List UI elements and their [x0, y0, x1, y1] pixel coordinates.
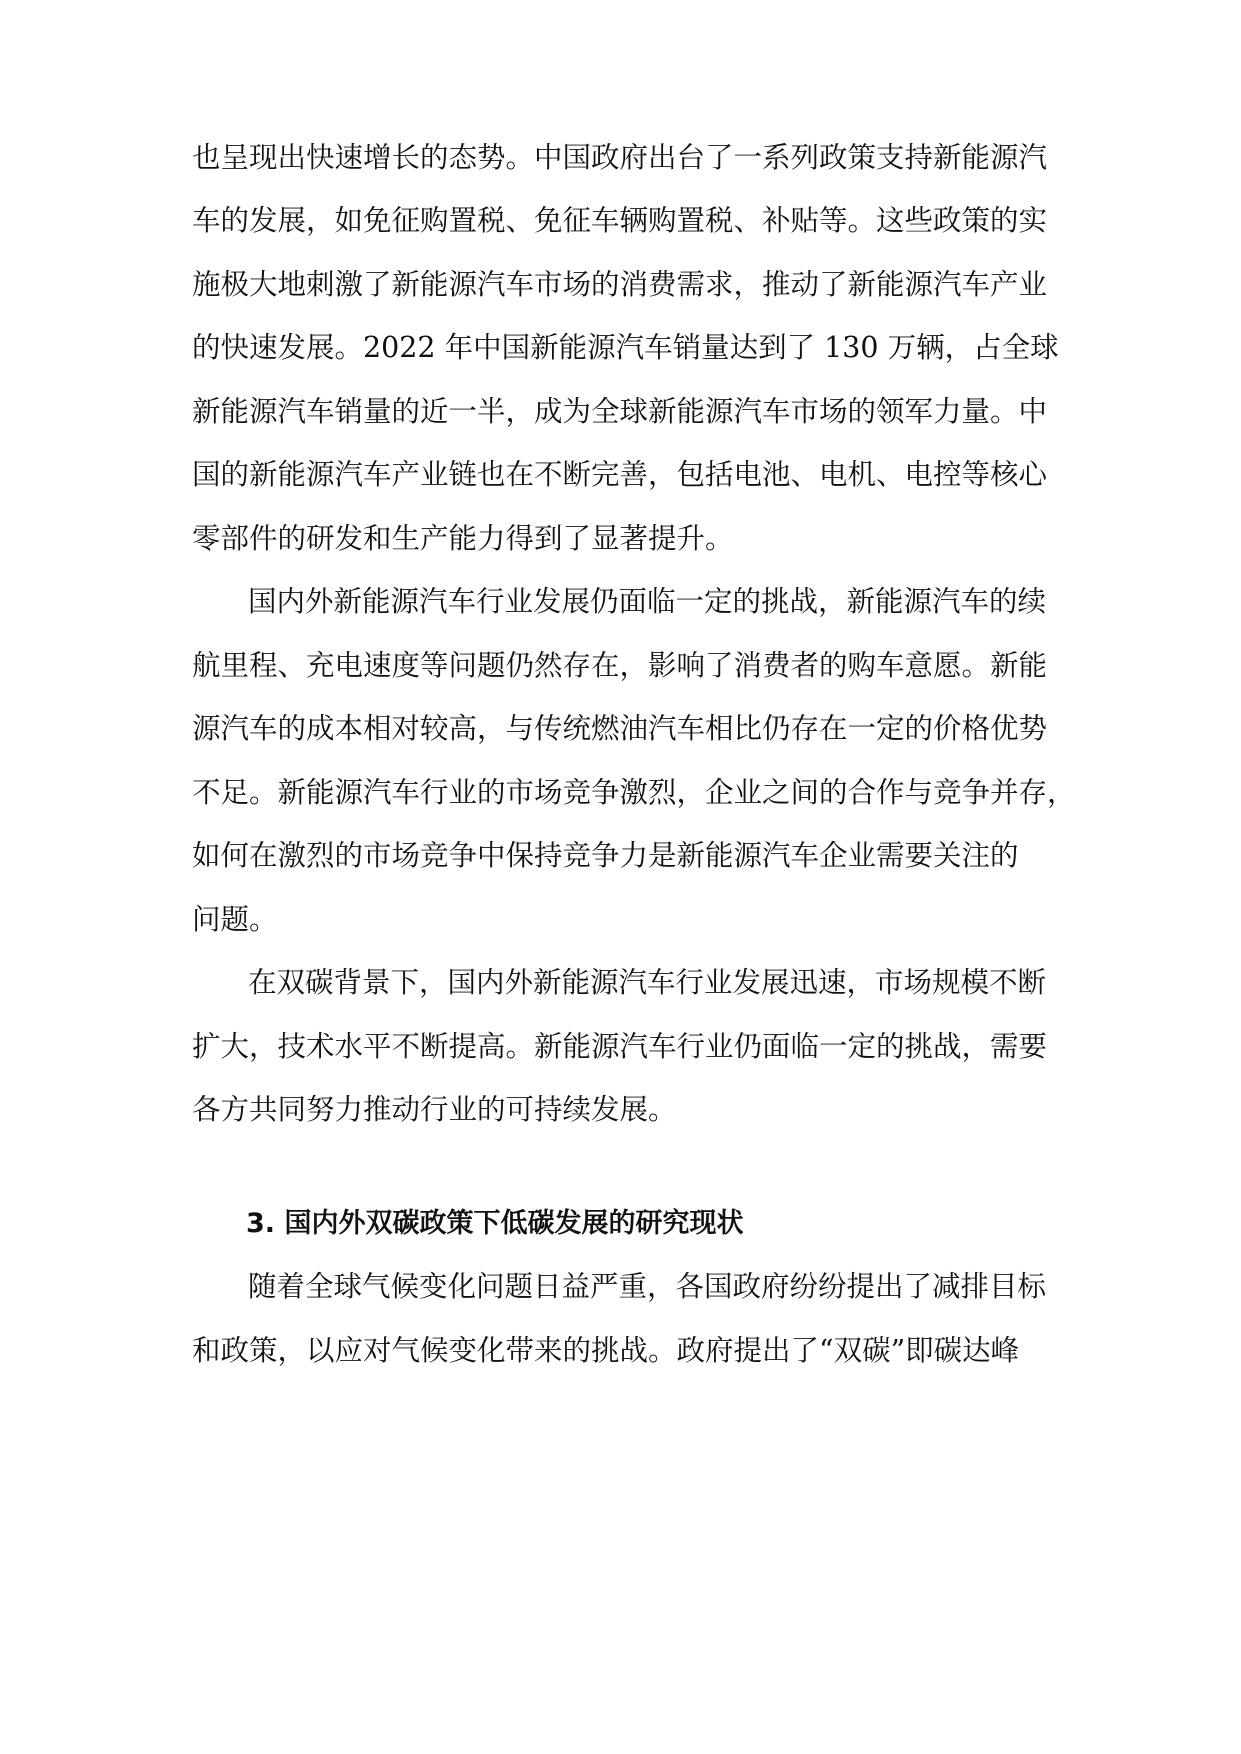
- paragraph-line: 问题。: [192, 903, 278, 936]
- paragraph-line: 也呈现出快速增长的态势。中国政府出台了一系列政策支持新能源汽: [192, 141, 1048, 174]
- section-heading: 3. 国内外双碳政策下低碳发展的研究现状: [246, 1208, 744, 1239]
- paragraph-line: 和政策，以应对气候变化带来的挑战。政府提出了“双碳”即碳达峰: [192, 1334, 1020, 1367]
- paragraph-line: 国内外新能源汽车行业发展仍面临一定的挑战，新能源汽车的续: [248, 585, 1047, 618]
- paragraph-line: 新能源汽车销量的近一半，成为全球新能源汽车市场的领军力量。中: [192, 395, 1048, 428]
- paragraph-line: 国的新能源汽车产业链也在不断完善，包括电池、电机、电控等核心: [192, 458, 1048, 491]
- paragraph-line: 随着全球气候变化问题日益严重，各国政府纷纷提出了减排目标: [248, 1270, 1047, 1303]
- paragraph-line: 在双碳背景下，国内外新能源汽车行业发展迅速，市场规模不断: [248, 966, 1047, 999]
- paragraph-line: 扩大，技术水平不断提高。新能源汽车行业仍面临一定的挑战，需要: [192, 1030, 1048, 1063]
- paragraph-line: 零部件的研发和生产能力得到了显著提升。: [192, 522, 734, 555]
- paragraph-line: 如何在激烈的市场竞争中保持竞争力是新能源汽车企业需要关注的: [192, 839, 1019, 872]
- paragraph-line: 源汽车的成本相对较高，与传统燃油汽车相比仍存在一定的价格优势: [192, 712, 1048, 745]
- paragraph-line: 各方共同努力推动行业的可持续发展。: [192, 1093, 677, 1126]
- paragraph-line: 航里程、充电速度等问题仍然存在，影响了消费者的购车意愿。新能: [192, 649, 1048, 682]
- paragraph-line: 的快速发展。2022 年中国新能源汽车销量达到了 130 万辆，占全球: [192, 331, 1059, 364]
- paragraph-line: 施极大地刺激了新能源汽车市场的消费需求，推动了新能源汽车产业: [192, 268, 1048, 301]
- paragraph-line: 车的发展，如免征购置税、免征车辆购置税、补贴等。这些政策的实: [192, 204, 1048, 237]
- paragraph-line: 不足。新能源汽车行业的市场竞争激烈，企业之间的合作与竞争并存，: [192, 776, 1076, 809]
